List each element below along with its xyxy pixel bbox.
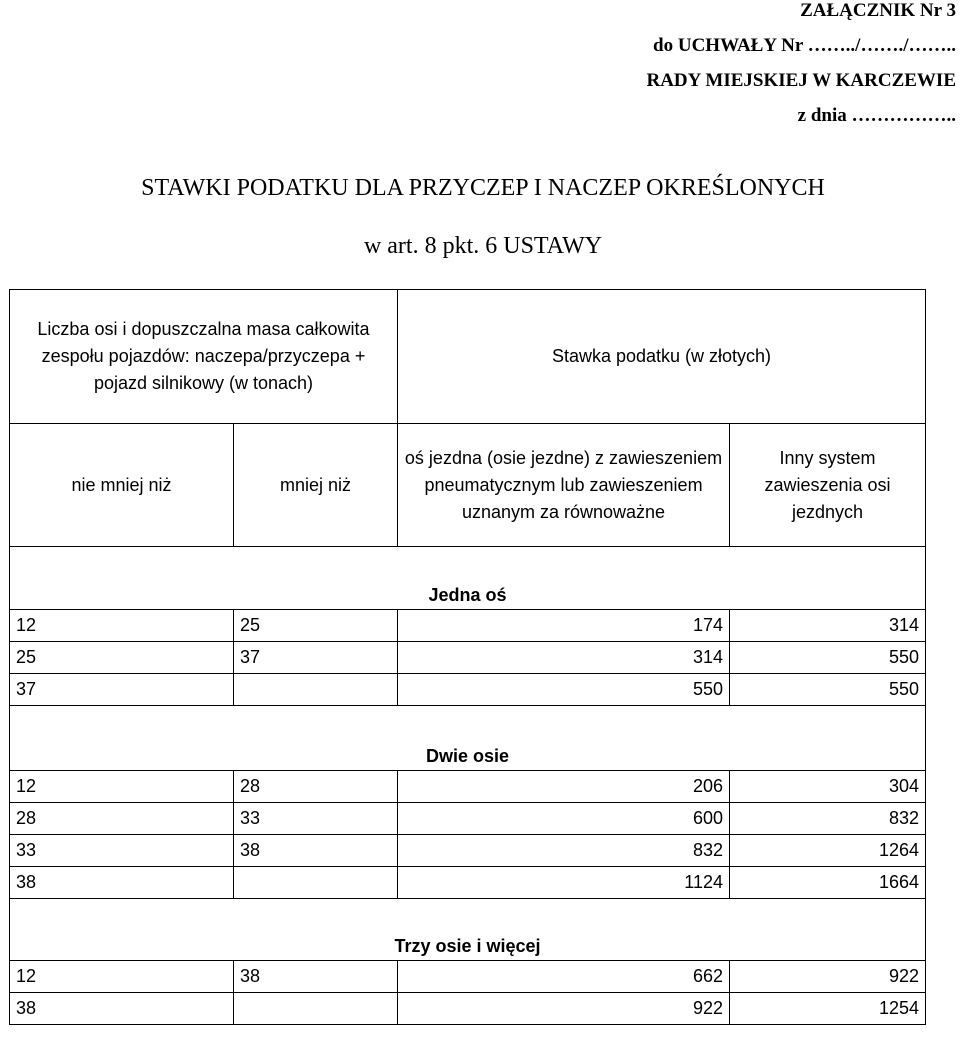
- document-title: STAWKI PODATKU DLA PRZYCZEP I NACZEP OKREŚLONYCH: [141, 175, 825, 201]
- section-row: [10, 547, 926, 610]
- other-rate: 550: [730, 642, 926, 674]
- other-suspension-header: Inny system zawieszenia osi jezdnych: [730, 424, 926, 547]
- document-subtitle: w art. 8 pkt. 6 USTAWY: [363, 233, 603, 259]
- table-row: [10, 961, 926, 993]
- pneumatic-rate: 1124: [398, 867, 730, 899]
- mass-from: 28: [10, 803, 234, 835]
- other-rate: 832: [730, 803, 926, 835]
- axles-mass-header: Liczba osi i dopuszczalna masa całkowita zespołu pojazdów: naczepa/przyczepa + pojazd silnikowy (w tonach): [10, 290, 398, 424]
- section-label: Dwie osie: [10, 706, 926, 771]
- mass-from: 25: [10, 642, 234, 674]
- tax-rates-table: [9, 289, 926, 1025]
- mass-from: 33: [10, 835, 234, 867]
- other-rate: 304: [730, 771, 926, 803]
- mass-from: 12: [10, 610, 234, 642]
- section-label: Trzy osie i więcej: [10, 899, 926, 961]
- mass-to: [234, 867, 398, 899]
- other-rate: 314: [730, 610, 926, 642]
- table-row: [10, 771, 926, 803]
- other-rate: 550: [730, 674, 926, 706]
- table-subheader-row: [10, 424, 926, 547]
- mass-to: 25: [234, 610, 398, 642]
- table-row: [10, 835, 926, 867]
- less-header: mniej niż: [234, 424, 398, 547]
- mass-to: [234, 674, 398, 706]
- resolution-number: do UCHWAŁY Nr ……../……./……..: [653, 35, 956, 56]
- other-rate: 1264: [730, 835, 926, 867]
- not-less-header: nie mniej niż: [10, 424, 234, 547]
- mass-to: 37: [234, 642, 398, 674]
- attachment-number: ZAŁĄCZNIK Nr 3: [800, 0, 956, 21]
- rate-header: Stawka podatku (w złotych): [398, 290, 926, 424]
- pneumatic-rate: 314: [398, 642, 730, 674]
- other-rate: 1664: [730, 867, 926, 899]
- other-rate: 1254: [730, 993, 926, 1025]
- table-row: [10, 993, 926, 1025]
- mass-to: [234, 993, 398, 1025]
- pneumatic-rate: 550: [398, 674, 730, 706]
- section-row: [10, 706, 926, 771]
- table-row: [10, 867, 926, 899]
- table-row: [10, 642, 926, 674]
- council-name: RADY MIEJSKIEJ W KARCZEWIE: [646, 70, 956, 91]
- pneumatic-header: oś jezdna (osie jezdne) z zawieszeniem pneumatycznym lub zawieszeniem uznanym za równoważne: [398, 424, 730, 547]
- pneumatic-rate: 832: [398, 835, 730, 867]
- pneumatic-rate: 922: [398, 993, 730, 1025]
- resolution-date: z dnia ……………..: [797, 105, 956, 126]
- table-row: [10, 803, 926, 835]
- table-header-row: [10, 290, 926, 424]
- mass-from: 37: [10, 674, 234, 706]
- pneumatic-rate: 662: [398, 961, 730, 993]
- table-row: [10, 610, 926, 642]
- section-label: Jedna oś: [10, 547, 926, 610]
- mass-from: 12: [10, 961, 234, 993]
- mass-to: 38: [234, 835, 398, 867]
- mass-to: 38: [234, 961, 398, 993]
- mass-to: 33: [234, 803, 398, 835]
- mass-from: 38: [10, 993, 234, 1025]
- mass-from: 12: [10, 771, 234, 803]
- pneumatic-rate: 600: [398, 803, 730, 835]
- mass-from: 38: [10, 867, 234, 899]
- mass-to: 28: [234, 771, 398, 803]
- table-row: [10, 674, 926, 706]
- pneumatic-rate: 174: [398, 610, 730, 642]
- section-row: [10, 899, 926, 961]
- other-rate: 922: [730, 961, 926, 993]
- pneumatic-rate: 206: [398, 771, 730, 803]
